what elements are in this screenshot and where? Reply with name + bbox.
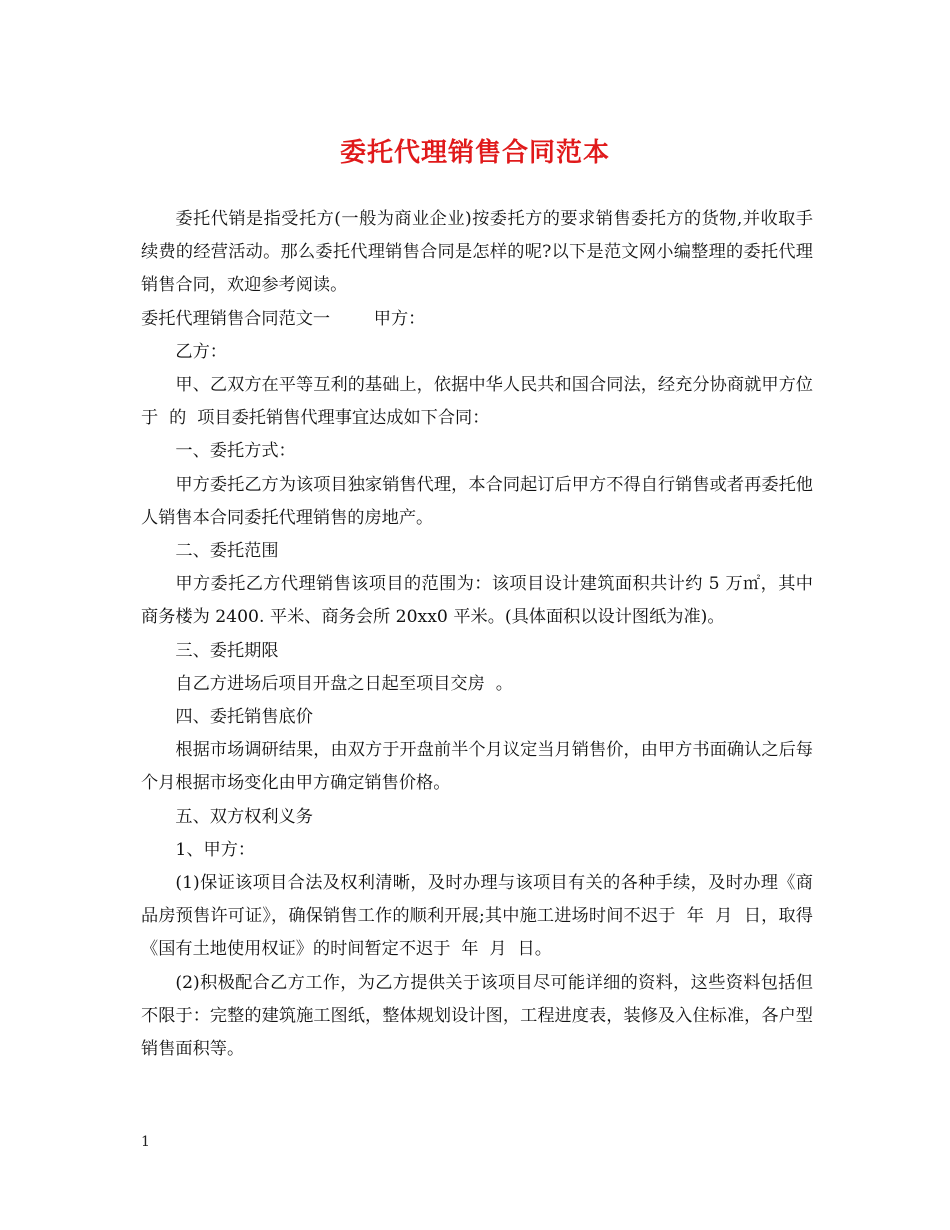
- paragraph: 甲、乙双方在平等互利的基础上，依据中华人民共和国合同法，经充分协商就甲方位于 的 项目委托销售代理事宜达成如下合同：: [141, 375, 813, 429]
- paragraph: 委托代理销售合同范文一 甲方：: [141, 308, 426, 329]
- paragraph: 三、委托期限: [175, 640, 279, 661]
- paragraph: 甲方委托乙方为该项目独家销售代理，本合同起订后甲方不得自行销售或者再委托他人销售本合同委托代理销售的房地产。: [141, 474, 813, 528]
- paragraph: 五、双方权利义务: [175, 806, 313, 827]
- paragraph: 四、委托销售底价: [175, 707, 313, 728]
- page-number: 1: [141, 1134, 150, 1150]
- paragraph: 根据市场调研结果，由双方于开盘前半个月议定当月销售价，由甲方书面确认之后每个月根据市场变化由甲方确定销售价格。: [141, 740, 813, 794]
- paragraph: 自乙方进场后项目开盘之日起至项目交房 。: [175, 673, 513, 694]
- document-body: [141, 203, 813, 1066]
- document-title: 委托代理销售合同范本: [339, 138, 610, 168]
- paragraph: 1、甲方：: [175, 839, 256, 860]
- paragraph: (2)积极配合乙方工作，为乙方提供关于该项目尽可能详细的资料，这些资料包括但不限于：完整的建筑施工图纸，整体规划设计图，工程进度表，装修及入住标准，各户型销售面积等。: [141, 972, 813, 1060]
- paragraph: 乙方：: [175, 341, 227, 362]
- paragraph: 一、委托方式：: [175, 441, 296, 462]
- paragraph: 委托代销是指受托方(一般为商业企业)按委托方的要求销售委托方的货物,并收取手续费的经营活动。那么委托代理销售合同是怎样的呢?以下是范文网小编整理的委托代理销售合同，欢迎参考阅读。: [141, 209, 813, 296]
- paragraph: (1)保证该项目合法及权利清晰，及时办理与该项目有关的各种手续，及时办理《商品房预售许可证》，确保销售工作的顺利开展;其中施工进场时间不迟于 年 月 日，取得《国有土地使用权证》的时间暂定不迟于 年 月 日。: [141, 873, 813, 960]
- paragraph: 二、委托范围: [175, 541, 279, 562]
- paragraph: 甲方委托乙方代理销售该项目的范围为：该项目设计建筑面积共计约 5 万㎡，其中商务楼为 2400. 平米、商务会所 20xx0 平米。(具体面积以设计图纸为准)。: [141, 574, 813, 628]
